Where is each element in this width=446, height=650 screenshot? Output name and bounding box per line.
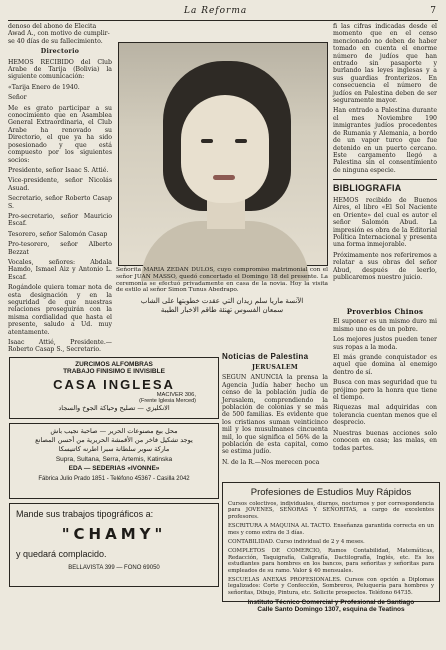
proverb: El más grande conquistador es aquel que domina al enemigo dentro de sí.	[333, 354, 437, 376]
ad-title: Profesiones de Estudios Muy Rápidos	[250, 487, 412, 498]
paragraph: Isaac Attié, Presidente.—Roberto Casap S., Secretario.	[8, 339, 112, 354]
left-column	[8, 23, 112, 353]
paragraph: «Tarija Enero de 1940.	[8, 83, 80, 91]
photo-face	[181, 95, 269, 203]
ad-title: CASA INGLESA	[53, 377, 175, 392]
paragraph: Vice-presidente, señor Nicolás Asuad.	[8, 177, 112, 192]
noticias-section	[222, 352, 328, 474]
ad-line: ZURCIMOS ALFOMBRAS	[75, 361, 153, 368]
paragraph: Pro-secretario, señor Mauricio Escaf.	[8, 212, 112, 228]
paragraph: CONTABILIDAD. Curso individual de 2 y 4 meses.	[228, 539, 365, 546]
bibliografia-section	[333, 183, 437, 305]
paragraph: Me es grato participar a su conocimiento que en Asamblea General Extraordinaria, el Club Arabe ha renovado su Directorio, el que ya ha sido posesionado y que está compuesto por los siguientes socios:	[8, 104, 112, 164]
ad-line: TRABAJO FINISIMO E INVISIBLE	[63, 368, 165, 375]
text-line: se 40 días de su fallecimiento.	[8, 37, 103, 45]
ad-subtitle: EDA — SEDERIAS «IVONNE»	[68, 465, 160, 472]
ad-address: Calle Santo Domingo 1307, esquina de Teatinos	[257, 606, 405, 614]
noticias-heading: Noticias de Palestina	[222, 352, 309, 361]
header-rule	[8, 20, 438, 21]
ad-estudios	[222, 482, 440, 614]
ad-line: y quedará complacido.	[16, 549, 107, 559]
proverbios-section	[333, 308, 437, 474]
ad-chamy	[9, 503, 219, 587]
ad-arabic: يوجد تشكيل فاخر من الأقمشة الحريرية من أحسن المصانع	[35, 436, 193, 444]
photo-eye	[235, 139, 247, 143]
paragraph: Secretario, señor Roberto Casap S.	[8, 195, 112, 210]
photo-eye	[201, 139, 213, 143]
ad-ivonne	[9, 423, 219, 499]
proverb: Nuestras buenas acciones solo conocen en casa; las malas, en todas partes.	[333, 429, 437, 452]
ad-footer: BELLAVISTA 399 — FONO 69050	[68, 565, 160, 571]
paragraph: ESCRITURA A MAQUINA AL TACTO. Enseñanza garantida correcta en un mes y como extra de 3 días.	[228, 523, 434, 536]
ad-brands: Supra, Sultana, Serra, Artemis, Katinska	[55, 456, 173, 463]
paragraph: Vocales, señores: Abdala Hamdo, Ismael Aiz y Antonio L. Escaf.	[8, 258, 112, 281]
paragraph: SEGUN ANUNCIA la prensa la Agencia Judía haber hecho un censo de la población judía de Jerusalem, comprendiendo la población de colonias y se más de 500 familias. Es evidente que los cristianos suman veinticinco mil y los musulmanes cincuenta mil, lo que significa el 56% de la población de esta capital, como se estima judío.	[222, 374, 328, 456]
paragraph: Han entrado a Palestina durante el mes Noviembre 190 inmigrantes judíos procedentes de Rumania y Alemania, a bordo de un vapor turco que fue detenido en un puerto cercano. Este cargamento llegó a Palestina sin el consentimiento de ninguna especie.	[333, 107, 437, 174]
ad-arabic: ماركة سوبر سلطانة سبرا اطرنه كاتنيسكا	[58, 445, 170, 453]
proverb: Los mejores justos pueden tener sus ropas a la moda.	[333, 336, 437, 351]
ad-arabic: الانكليزي — تصليح وحياكة الجوخ والسجاد	[58, 404, 170, 412]
proverb: El suponer es un mismo duro mi mismo uno es de un pobre.	[333, 318, 437, 333]
paragraph: HEMOS recibido de Buenos Aires, el libro «El Sol Naciente en Oriente» del cual es autor el señor Salomón Abud. La impresión es obra de la Editorial Política Internacional y presenta una forma inmejorable.	[333, 197, 437, 249]
noticias-subheading: JERUSALEM	[251, 364, 299, 371]
caption-arabic: الآنسة ماريا سلم زيدان التي عقدت خطوبتها على الشاب	[140, 297, 304, 306]
photo-caption	[116, 267, 328, 315]
caption-text: Señorita MARIA ZEDAN DULOS, cuyo compromiso matrimonial con el señor JUAN MASSO, quedó concertado el Domingo 18 del presente. La ceremonia se efectuó privadamente en casa de la novia. Hoy la visita de estilo al señor Simon Tunus Abedrapo.	[116, 267, 328, 294]
ad-footer: Fábrica Julio Prado 1851 - Teléfono 45367 - Casilla 2042	[38, 476, 190, 482]
text-line: Awad A., con motivo de cumplir-	[8, 30, 110, 38]
divider	[333, 179, 437, 180]
right-column-top	[333, 23, 437, 174]
ad-institute: Instituto Técnico Comercial y Profesional de Santiago	[247, 599, 415, 607]
proverbios-heading: Proverbios Chinos	[346, 307, 424, 316]
paragraph: HEMOS RECIBIDO del Club Arabe de Tarija (Bolivia) la siguiente comunicación:	[8, 58, 112, 81]
caption-arabic: سمعان الفسوس تهنئة طاقم الاخبار الطيبة	[160, 306, 284, 315]
paragraph: fi las cifras indicadas desde el momento que en el censo mencionado no deben de haber tomado en cuenta el enorme número de judíos que han entrado sin pasaporte y burlando las leyes inglesas y a sus guardias fronterizos. En consecuencia el número de judíos en Palestina deben de ser seguramente mayor.	[333, 23, 437, 105]
ad-line: Mande sus trabajos tipográficos a:	[16, 509, 154, 519]
ad-casa-inglesa	[9, 357, 219, 419]
paragraph: Rogándole quiera tomar nota de esta designación y en la seguridad de que nuestras relaciones proseguirán con la misma cordialidad que hasta el presente, saludo a Ud. muy atentamente.	[8, 284, 112, 336]
page-header	[8, 6, 436, 20]
paragraph: Cursos colectivos, individuales, diurnos, nocturnos y por correspondencia para JOVENES, SEÑORAS Y SEÑORITAS, a cargo de excelentes profesores.	[228, 501, 434, 520]
paragraph: N. de la R.—Nos merecen poca	[222, 458, 320, 466]
masthead: La Reforma	[184, 6, 248, 16]
portrait-photo	[118, 42, 328, 266]
paragraph: Presidente, señor Isaac S. Attié.	[8, 166, 109, 174]
paragraph: Próximamente nos referiremos a relatar a sus obras del señor Abud, después de leerlo, publicaremos nuestro juicio.	[333, 251, 437, 282]
page-number: 7	[430, 6, 436, 16]
chamy-name: "CHAMY"	[61, 525, 167, 543]
paragraph: Señor	[8, 94, 27, 102]
photo-mouth	[213, 175, 235, 180]
ad-address-note: (Frente Iglesia Merced)	[139, 398, 196, 404]
paragraph: ESCUELAS ANEXAS PROFESIONALES. Cursos con opción a Diplomas legalizados: Corte y Confección, Sombreros, Peluquería para hombres y señoritas, Dibujo, Pintura, etc. Solicite prospectos. Teléfono 64735.	[228, 577, 434, 596]
paragraph: COMPLETOS DE COMERCIO, Ramos Contabilidad, Matemáticas, Redacción, Taquigrafía, Caligrafía, Dactilografía, Inglés, etc. Es los estudiantes para hombres en los bancos, para señoritas y señoritas para empleados de su ramo. Valor $ 40 mensuales.	[228, 548, 434, 574]
proverb: Busca con mas seguridad que tu prójimo pero la honra que tiene el tiempo.	[333, 379, 437, 402]
paragraph: Tesorero, señor Salomón Casap	[8, 230, 108, 238]
proverb: Riquezas mal adquiridas con tolerancia cuentan menos que el desprecio.	[333, 404, 437, 427]
ad-arabic: محل بيع مصنوعات الحرير — صاحبة نجيب باش	[50, 427, 178, 435]
ad-address: MACIVER 306,	[156, 392, 196, 398]
paragraph: Pro-tesorero, señor Alberto Bezzat	[8, 241, 112, 256]
bibliografia-heading: BIBLIOGRAFIA	[333, 183, 402, 193]
text-line: denoso del abono de Elecita	[8, 23, 97, 30]
directorio-heading: Directorio	[40, 48, 80, 56]
